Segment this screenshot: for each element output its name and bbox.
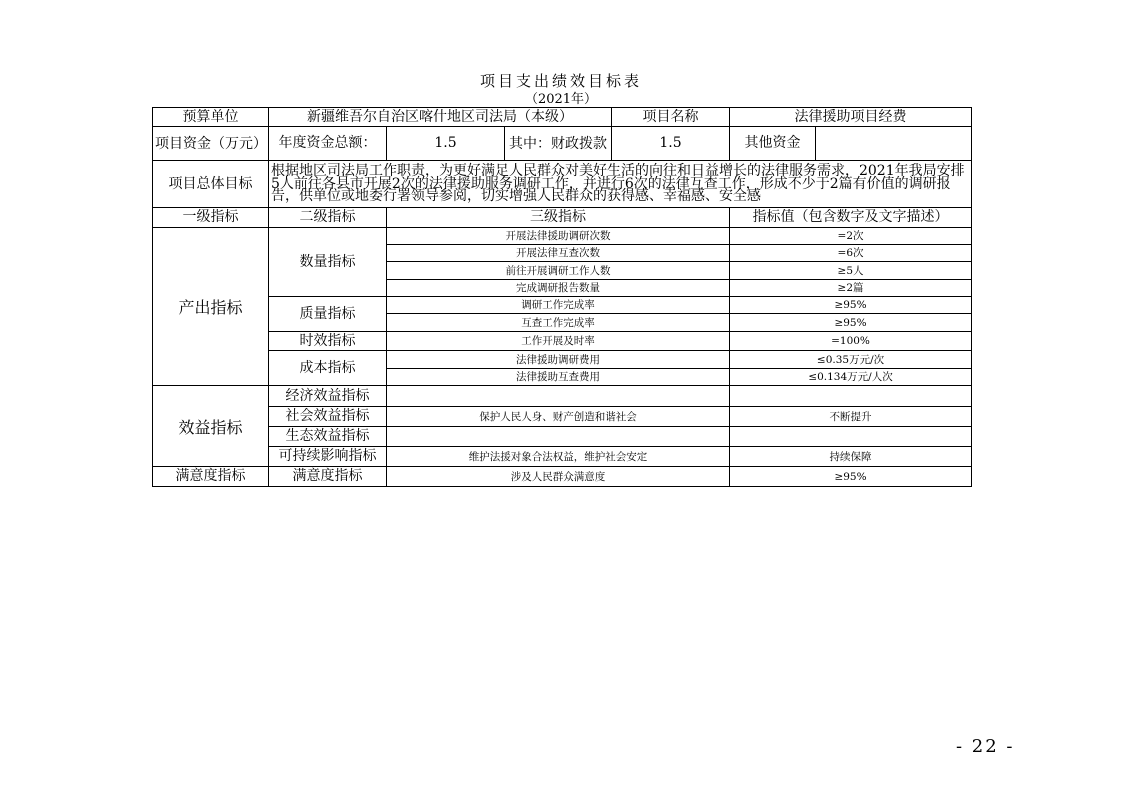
project-name-value: 法律援助项目经费 [730, 108, 972, 127]
indicator-name: 开展法律援助调研次数 [387, 228, 730, 245]
other-funds-value [816, 127, 972, 161]
indicator-name: 开展法律互查次数 [387, 245, 730, 262]
document-year: （2021年） [524, 92, 598, 107]
indicator-name: 维护法援对象合法权益，维护社会安定 [387, 447, 730, 467]
annual-total-value: 1.5 [387, 127, 505, 161]
table-row [153, 332, 972, 351]
annual-total-label: 年度资金总额： [269, 127, 387, 161]
satisfaction-level2-label: 满意度指标 [269, 467, 387, 487]
header-row-funds [153, 127, 972, 161]
indicator-name: 工作开展及时率 [387, 332, 730, 351]
indicator-name: 保护人民人身、财产创造和谐社会 [387, 407, 730, 427]
indicator-value: ≤0.35万元/次 [730, 351, 972, 369]
budget-unit-label: 预算单位 [153, 108, 269, 127]
fiscal-allocation-label: 其中：财政拨款 [505, 127, 612, 161]
column-header-level2: 二级指标 [269, 208, 387, 228]
sustainable-impact-label: 可持续影响指标 [269, 447, 387, 467]
indicator-name: 涉及人民群众满意度 [387, 467, 730, 487]
header-row-budget-unit [153, 108, 972, 127]
indicator-value: ≥95% [730, 314, 972, 332]
indicator-name: 互查工作完成率 [387, 314, 730, 332]
column-header-level3: 三级指标 [387, 208, 730, 228]
cost-indicators-label: 成本指标 [269, 351, 387, 386]
column-header-value: 指标值（包含数字及文字描述） [730, 208, 972, 228]
performance-goal-table [152, 107, 972, 487]
benefit-indicators-label: 效益指标 [153, 386, 269, 467]
indicator-value [730, 427, 972, 447]
indicator-value: 持续保障 [730, 447, 972, 467]
table-row [153, 386, 972, 407]
indicator-name: 前往开展调研工作人数 [387, 262, 730, 280]
indicator-name: 法律援助调研费用 [387, 351, 730, 369]
indicator-value: ≥2篇 [730, 280, 972, 297]
indicator-value: ≥95% [730, 467, 972, 487]
indicator-value: ≥5人 [730, 262, 972, 280]
table-row [153, 297, 972, 314]
indicator-name: 调研工作完成率 [387, 297, 730, 314]
timeliness-indicators-label: 时效指标 [269, 332, 387, 351]
satisfaction-indicators-label: 满意度指标 [153, 467, 269, 487]
ecological-benefit-label: 生态效益指标 [269, 427, 387, 447]
overall-goal-row [153, 161, 972, 208]
table-row [153, 228, 972, 245]
document-title: 项目支出绩效目标表 [479, 72, 642, 90]
economic-benefit-label: 经济效益指标 [269, 386, 387, 407]
indicator-value: ≤0.134万元/人次 [730, 369, 972, 386]
indicator-name [387, 386, 730, 407]
quality-indicators-label: 质量指标 [269, 297, 387, 332]
quantity-indicators-label: 数量指标 [269, 228, 387, 297]
indicator-value: ≥95% [730, 297, 972, 314]
indicator-value: 不断提升 [730, 407, 972, 427]
fiscal-allocation-value: 1.5 [612, 127, 730, 161]
column-header-level1: 一级指标 [153, 208, 269, 228]
indicator-name: 完成调研报告数量 [387, 280, 730, 297]
indicator-value: =6次 [730, 245, 972, 262]
table-row [153, 467, 972, 487]
table-row [153, 447, 972, 467]
overall-goal-text: 根据地区司法局工作职责，为更好满足人民群众对美好生活的向往和日益增长的法律服务需求，2021年我局安排5人前往各县市开展2次的法律援助服务调研工作，并进行6次的法律互查工作，形成不少于2篇有价值的调研报告，供单位或地委行署领导参阅，切实增强人民群众的获得感、幸福感、安全感 [269, 161, 972, 208]
table-row [153, 427, 972, 447]
indicator-value: =100% [730, 332, 972, 351]
overall-goal-label: 项目总体目标 [153, 161, 269, 208]
other-funds-label: 其他资金 [730, 127, 816, 161]
budget-unit-value: 新疆维吾尔自治区喀什地区司法局（本级） [269, 108, 612, 127]
column-header-row [153, 208, 972, 228]
project-name-label: 项目名称 [612, 108, 730, 127]
social-benefit-label: 社会效益指标 [269, 407, 387, 427]
table-row [153, 351, 972, 369]
indicator-value: =2次 [730, 228, 972, 245]
indicator-value [730, 386, 972, 407]
table-row [153, 407, 972, 427]
project-funds-label: 项目资金（万元） [153, 127, 269, 161]
indicator-name [387, 427, 730, 447]
output-indicators-label: 产出指标 [153, 228, 269, 386]
indicator-name: 法律援助互查费用 [387, 369, 730, 386]
page-number: - 22 - [956, 736, 1015, 757]
